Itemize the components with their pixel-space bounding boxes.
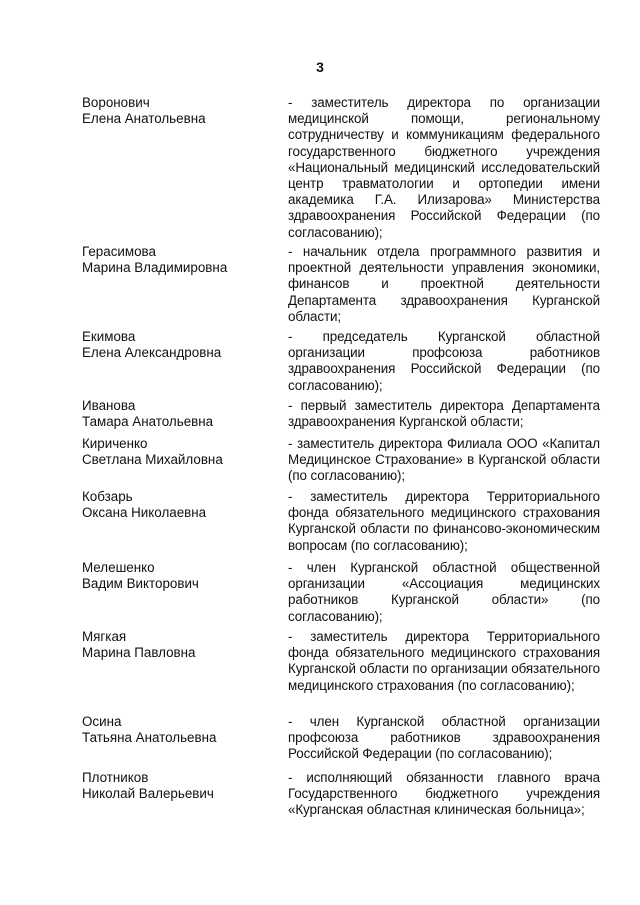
member-surname: Кобзарь (82, 489, 133, 504)
member-surname: Мягкая (82, 629, 127, 644)
member-given-names: Марина Владимировна (82, 260, 228, 276)
member-position: - председатель Курганской областной организации профсоюза работников здравоохранения Российской Федерации (по согласованию); (288, 329, 600, 393)
member-surname: Плотников (82, 770, 149, 785)
member-surname: Герасимова (82, 244, 156, 259)
member-position: - первый заместитель директора Департамента здравоохранения Курганской области; (288, 398, 600, 430)
member-position: - исполняющий обязанности главного врача Государственного бюджетного учреждения «Курганская областная клиническая больница»; (288, 770, 600, 818)
member-name (82, 436, 272, 468)
member-given-names: Татьяна Анатольевна (82, 730, 217, 746)
member-position: - заместитель директора Территориального фонда обязательного медицинского страхования Курганской области по финансово-экономическим вопросам (по согласованию); (288, 489, 600, 553)
member-surname: Кириченко (82, 436, 148, 451)
member-name (82, 329, 272, 361)
member-surname: Воронович (82, 95, 150, 110)
member-name (82, 714, 272, 746)
member-given-names: Светлана Михайловна (82, 452, 223, 468)
member-position: - начальник отдела программного развития и проектной деятельности управления экономики, финансов и проектной деятельности Департамента здравоохранения Курганской области; (288, 244, 600, 324)
member-surname: Осина (82, 714, 122, 729)
member-given-names: Николай Валерьевич (82, 786, 214, 802)
member-given-names: Оксана Николаевна (82, 505, 207, 521)
member-name (82, 560, 272, 592)
member-name (82, 244, 272, 276)
member-position: - заместитель директора Филиала ООО «Капитал Медицинское Страхование» в Курганской области (по согласованию); (288, 436, 600, 484)
member-name (82, 398, 272, 430)
member-surname: Мелешенко (82, 560, 155, 575)
member-given-names: Вадим Викторович (82, 576, 199, 592)
member-given-names: Елена Александровна (82, 345, 222, 361)
member-surname: Екимова (82, 329, 136, 344)
member-name (82, 95, 272, 127)
member-position: - член Курганской областной организации профсоюза работников здравоохранения Российской Федерации (по согласованию); (288, 714, 600, 762)
member-position: - заместитель директора Территориального фонда обязательного медицинского страхования Курганской области по организации обязательного медицинского страхования (по согласованию); (288, 629, 600, 693)
member-name (82, 489, 272, 521)
member-given-names: Елена Анатольевна (82, 111, 206, 127)
member-name (82, 629, 272, 661)
member-surname: Иванова (82, 398, 136, 413)
member-position: - член Курганской областной общественной организации «Ассоциация медицинских работников Курганской области» (по согласованию); (288, 560, 600, 624)
member-given-names: Марина Павловна (82, 645, 196, 661)
page-number: 3 (316, 59, 324, 75)
member-position: - заместитель директора по организации медицинской помощи, региональному сотрудничеству и коммуникациям федерального государственного бюджетного учреждения «Национальный медицинский исследовательский центр травматологии и ортопедии имени академика Г.А. Илизарова» Министерства здравоохранения Российской Федерации (по согласованию); (288, 95, 600, 240)
member-given-names: Тамара Анатольевна (82, 414, 214, 430)
member-name (82, 770, 272, 802)
